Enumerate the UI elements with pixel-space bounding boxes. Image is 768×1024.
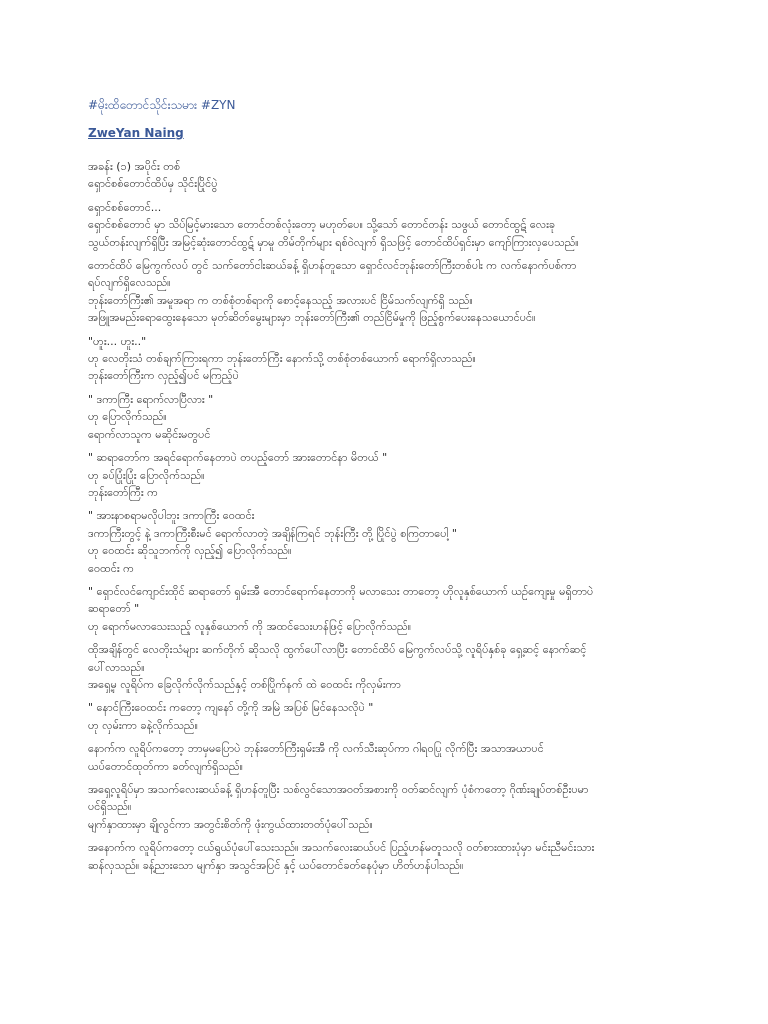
- paragraph: [88, 199, 688, 251]
- hashtags[interactable]: #မိုးထိတောင်သိုင်းသမား #ZYN: [88, 98, 236, 112]
- text-line: ရပ်လျက်ရှိလေသည်။: [88, 276, 171, 290]
- paragraph: [88, 257, 688, 327]
- paragraph: [88, 839, 688, 874]
- paragraph: [88, 641, 688, 693]
- text-line: ဝေထင်း က: [88, 561, 134, 575]
- text-line: ရှောင်စစ်တောင် မှာ သိပ်မြင့်မားသော တောင်တစ်လုံးတော့ မဟုတ်ပေ။ သို့သော် တောင်တန်း သဖွယ် တောင်ထွဋ် လေးခု: [88, 218, 556, 232]
- text-line: ဟု ဝေထင်း ဆိုသူဘက်ကို လှည့်၍ ပြောလိုက်သည်။: [88, 544, 292, 558]
- text-line: "ဟူး... ဟူး..": [88, 334, 147, 348]
- text-line: အနောက်က လူရိပ်ကတော့ ငယ်ရွယ်ပုံပေါ်သေးသည်။ အသက်လေးဆယ်ပင် ပြည့်ဟန်မတူသလို ဝတ်စားထားပုံမှာ မင်းညီမင်းသား: [88, 841, 595, 855]
- text-line: ရှောင်စစ်တောင်ထိပ်မှ သိုင်းပြိုင်ပွဲ: [88, 177, 218, 191]
- text-line: ဟု လှမ်းကာ ခနဲ့လိုက်သည်။: [88, 718, 198, 732]
- text-line: ဆရာတော် ": [88, 602, 140, 616]
- text-line: အရှေ့မှ လူရိပ်က ခြေလိုက်လိုက်သည်နှင့် တစ်ပြိုက်နက် ထဲ ဝေထင်း ကိုလှမ်းကာ: [88, 677, 401, 691]
- paragraph: [88, 583, 688, 635]
- text-line: ရှောင်စစ်တောင်...: [88, 200, 162, 214]
- text-line: အဖြူအမည်းရောထွေးနေသော မုတ်ဆိတ်မွေးများမှာ ဘုန်းတော်ကြီး၏ တည်ငြိမ်မှုကို ဖြည့်စွက်ပေးနေသယောင်ပင်။: [88, 311, 536, 325]
- text-line: ဟု လေတိုးသံ တစ်ချက်ကြားရကာ ဘုန်းတော်ကြီး နောက်သို့ တစ်စုံတစ်ယောက် ရောက်ရှိလာသည်။: [88, 352, 476, 366]
- paragraph: [88, 333, 688, 385]
- text-line: ဘုန်းတော်ကြီး က: [88, 485, 158, 499]
- paragraph: [88, 699, 688, 734]
- text-line: မျက်နှာထားမှာ ချိုလွင်ကာ အတွင်းစိတ်ကို ဖုံးကွယ်ထားတတ်ပုံပေါ်သည်။: [88, 817, 373, 831]
- paragraph: [88, 781, 688, 833]
- text-line: ဟု ရောက်မလာသေးသည့် လူနှစ်ယောက် ကို အထင်သေးဟန်ဖြင့် ပြောလိုက်သည်။: [88, 619, 412, 633]
- text-line: ရောက်လာသူက မဆိုင်းမတွပင်: [88, 427, 211, 441]
- paragraph: [88, 449, 688, 501]
- text-line: နောက်က လူရိပ်ကတော့ ဘာမှမပြောပဲ ဘုန်းတော်ကြီးရှမ်းအီ ကို လက်သီးဆုပ်ကာ ဂါရဝပြု လိုက်ပြီး အသာအယာပင်: [88, 742, 544, 756]
- paragraph: [88, 158, 688, 193]
- text-line: တောင်ထိပ် မြေကွက်လပ် တွင် သက်တော်ငါးဆယ်ခန့် ရှိဟန်တူသော ရှောင်လင်ဘုန်းတော်ကြီးတစ်ပါး က လက်နောက်ပစ်ကာ: [88, 259, 577, 273]
- post-container: [88, 96, 688, 880]
- text-line: သွယ်တန်းလျက်ရှိပြီး အမြင့်ဆုံးတောင်ထွဋ် မှာမူ တိမ်တိုက်များ ရစ်ဝဲလျက် ရှိသဖြင့် တောင်ထိပ်ရှင်းမှာ ကျော်ကြားလှပေသည်။: [88, 235, 579, 249]
- text-line: ဆန်လှသည်။ ခန့်ညားသော မျက်နှာ အသွင်အပြင် နှင့် ယပ်တောင်ခတ်နေပုံမှာ ဟိတ်ဟန်ပါသည်။: [88, 858, 464, 872]
- text-line: ဘုန်းတော်ကြီးက လှည့်၍ပင် မကြည့်ပဲ: [88, 369, 239, 383]
- text-line: ဘုန်းတော်ကြီး၏ အမူအရာ က တစ်စုံတစ်ရာကို စောင့်နေသည့် အလားပင် ငြိမ်သက်လျက်ရှိ သည်။: [88, 293, 473, 307]
- text-line: " အားနာစရာမလိုပါဘူး ဒကာကြီး ဝေထင်း: [88, 509, 255, 523]
- text-line: ဒကာကြီးတွင့် နဲ့ ဒကာကြီးစီးမင် ရောက်လာတဲ့ အချိန်ကြရင် ဘုန်းကြီး တို့ ပြိုင်ပွဲ စကြတာပေါ့ ": [88, 526, 457, 540]
- text-line: " ဆရာတော်က အရင်ရောက်နေတာပဲ တပည့်တော် အားတောင်နာ မိတယ် ": [88, 451, 388, 465]
- text-line: ယပ်တောင်ထုတ်ကာ ခတ်လျက်ရှိသည်။: [88, 759, 244, 773]
- text-line: ဟု ပြောလိုက်သည်။: [88, 410, 167, 424]
- text-line: " ဒကာကြီး ရောက်လာပြီလား ": [88, 392, 214, 406]
- paragraph: [88, 391, 688, 443]
- text-line: ထိုအချိန်တွင် လေတိုးသံများ ဆက်တိုက် ဆိုသလို ထွက်ပေါ်လာပြီး တောင်ထိပ် မြေကွက်လပ်သို့ လူရိပ်နှစ်ခု ရှေ့ဆင့် နောက်ဆင့်: [88, 643, 587, 657]
- text-line: ပေါ်လာသည်။: [88, 660, 145, 674]
- text-line: " နောင်ကြီးဝေထင်း ကတော့ ကျနော် တို့ကို အမြဲ အပြစ် မြင်နေသလိုပဲ ": [88, 701, 374, 715]
- text-line: အခန်း (၁) အပိုင်း တစ်: [88, 160, 181, 173]
- text-line: အရှေ့လူရိပ်မှာ အသက်လေးဆယ်ခန့် ရှိဟန်တူပြီး သစ်လွင်သောအဝတ်အစားကို ဝတ်ဆင်လျက် ပုံစံကတော့ ဂိုဏ်းချုပ်တစ်ဦးပမာ: [88, 783, 589, 796]
- text-line: " ရှောင်လင်ကျောင်းထိုင် ဆရာတော် ရှမ်းအီ တောင်ရောက်နေတာကို မလာသေး တာတော့ ဟိုလူနှစ်ယောက် ယဉ်ကျေးမှု မရှိတာပဲ: [88, 584, 594, 598]
- post-body: [88, 158, 688, 874]
- paragraph: [88, 507, 688, 577]
- author-name-link[interactable]: ZweYan Naing: [88, 126, 184, 140]
- text-line: ပင်ရှိသည်။: [88, 800, 132, 814]
- text-line: ဟု ခပ်ပြုံးပြုံး ပြောလိုက်သည်။: [88, 468, 205, 482]
- paragraph: [88, 740, 688, 775]
